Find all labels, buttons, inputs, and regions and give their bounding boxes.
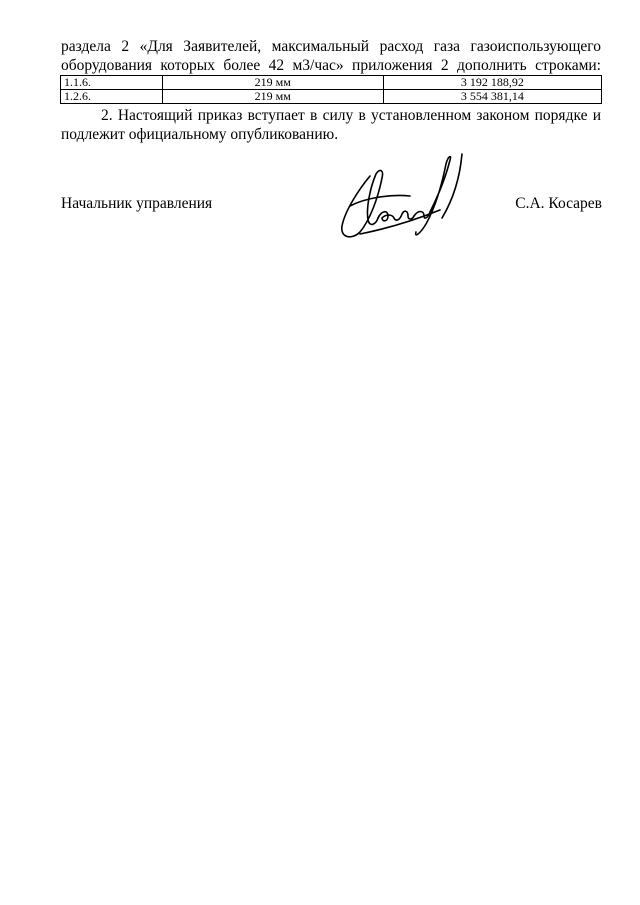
table-cell-code: 1.2.6.	[61, 90, 163, 104]
paragraph-effective-line-2: подлежит официальному опубликованию.	[61, 126, 339, 143]
table-cell-amount: 3 192 188,92	[383, 76, 601, 90]
paragraph-amendment	[61, 37, 601, 75]
table-row	[61, 76, 602, 90]
signer-name: С.А. Косарев	[515, 195, 602, 212]
table-cell-diameter: 219 мм	[162, 90, 383, 104]
signer-title: Начальник управления	[61, 195, 213, 212]
paragraph-amendment-line-2: оборудования которых более 42 м3/час» приложения 2 дополнить строками:	[61, 57, 601, 74]
paragraph-effective	[61, 106, 601, 144]
paragraph-amendment-line-1: раздела 2 «Для Заявителей, максимальный расход газа газоиспользующего	[61, 38, 601, 55]
paragraph-effective-line-1: 2. Настоящий приказ вступает в силу в установленном законом порядке и	[101, 107, 601, 124]
handwritten-signature	[330, 148, 480, 248]
tariff-table	[60, 75, 602, 104]
table-row	[61, 90, 602, 104]
table-cell-amount: 3 554 381,14	[383, 90, 601, 104]
table-cell-code: 1.1.6.	[61, 76, 163, 90]
table-cell-diameter: 219 мм	[162, 76, 383, 90]
